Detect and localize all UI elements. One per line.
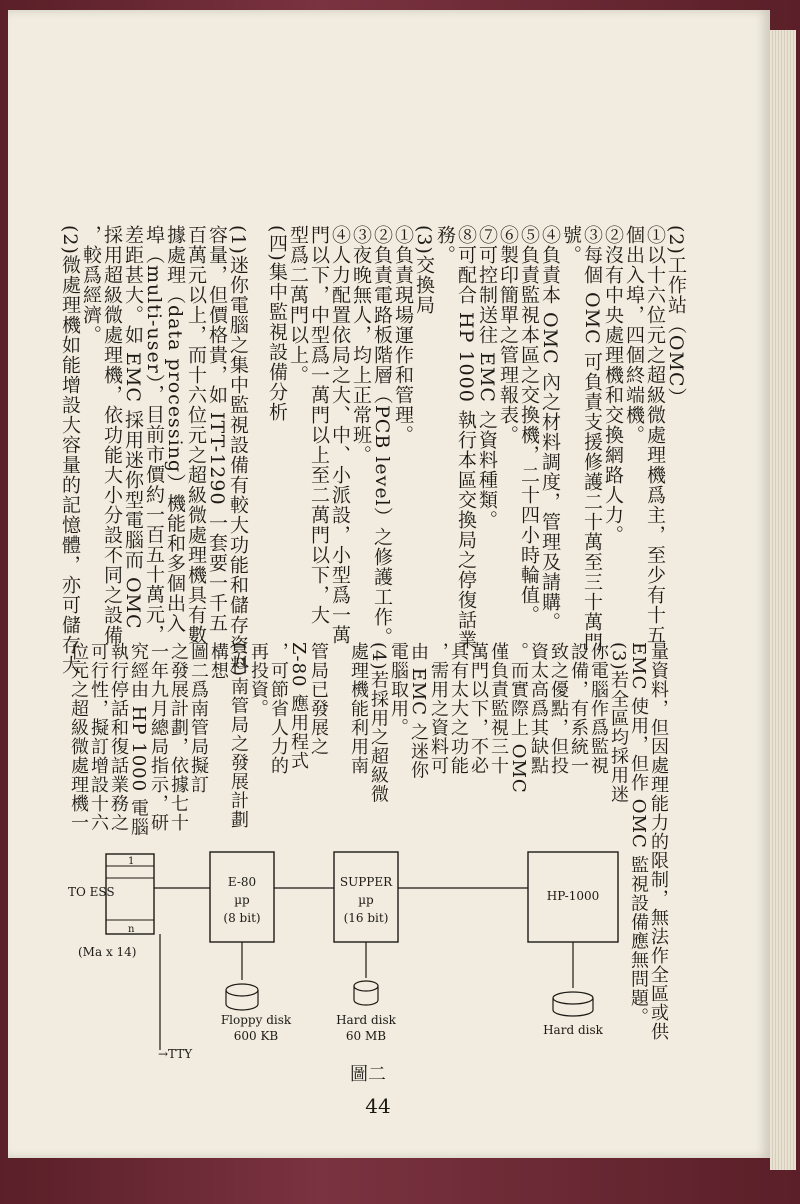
text-column: 號。 bbox=[560, 225, 582, 265]
supper-label: (16 bit) bbox=[343, 911, 389, 925]
text-column: ⑦可控制送往 EMC 之資料種類。 bbox=[476, 225, 498, 530]
text-column: ⑤負責監視本區之交換機，二十四小時輪值。 bbox=[518, 225, 540, 625]
text-column: Z-80 應用程式 bbox=[288, 642, 309, 771]
hard-disk-label: 60 MB bbox=[345, 1029, 387, 1043]
text-column: ③每個 OMC 可負責支援修護二十萬至三十萬門 bbox=[581, 225, 603, 652]
text-column: 僅負責監視三十 bbox=[488, 642, 509, 775]
hard-disk-icon bbox=[354, 981, 378, 991]
port-first-label: 1 bbox=[128, 856, 135, 867]
text-column: 你電腦作爲監視 bbox=[588, 642, 609, 775]
text-column: (1)迷你電腦之集中監視設備有較大功能和儲存資料 bbox=[227, 225, 249, 675]
supper-label: SUPPER bbox=[339, 875, 393, 889]
text-column: 務。 bbox=[434, 225, 456, 265]
text-column: 門以下，中型爲一萬門以上至二萬門以下，大 bbox=[308, 225, 330, 625]
text-column: 電腦取用。 bbox=[388, 642, 409, 737]
text-column: 差距甚大。如 EMC 採用迷你型電腦而 OMC bbox=[122, 225, 144, 630]
system-diagram bbox=[68, 838, 768, 1068]
text-column: 再投資。 bbox=[248, 642, 269, 718]
text-column: ，需用之資料可 bbox=[428, 642, 449, 775]
text-column: 致之優點，但投 bbox=[548, 642, 569, 775]
text-column: ⑧可配合 HP 1000 執行本區交換局之停復話業 bbox=[455, 225, 477, 650]
text-column: ③夜晚無人，均上正常班。 bbox=[350, 225, 372, 465]
page-edges bbox=[770, 30, 796, 1170]
text-column: 埠（multi-user），目前市價約一百五十萬元， bbox=[143, 225, 165, 645]
e80-label: (8 bit) bbox=[223, 911, 261, 925]
floppy-disk-label: 600 KB bbox=[233, 1029, 279, 1043]
text-column: 圖二爲南管局擬訂 bbox=[188, 642, 209, 794]
text-column: 一年九月總局指示，研 bbox=[148, 642, 169, 832]
hard-disk-icon bbox=[553, 992, 593, 1004]
text-column: (四)集中監視設備分析 bbox=[266, 225, 288, 422]
hard-disk-icon-body bbox=[354, 986, 378, 1005]
figure-caption: 圖二 bbox=[350, 1064, 386, 1085]
text-column: 究經由 HP 1000 電腦 bbox=[128, 642, 149, 837]
text-column: (2)微處理機如能增設大容量的記憶體，亦可儲存大 bbox=[59, 225, 81, 675]
text-column: (3)若全區均採用迷 bbox=[608, 642, 629, 804]
text-column: ⑥製印簡單之管理報表。 bbox=[497, 225, 519, 445]
text-column: ④人力配置依局之大、中、小派設，小型爲一萬 bbox=[329, 225, 351, 645]
text-column: (4)若採用之超級微 bbox=[368, 642, 389, 804]
text-column: 據處理（data processing）機能和多個出入 bbox=[164, 225, 186, 634]
text-column: 資太高爲其缺點 bbox=[528, 642, 549, 775]
text-column: ①以十六位元之超級微處理機爲主，至少有十五 bbox=[644, 225, 666, 645]
hard-disk-label: Hard disk bbox=[336, 1013, 396, 1027]
port-last-label: n bbox=[128, 924, 135, 935]
text-column: EMC 使用，但作 OMC 監視設備應無問題。 bbox=[628, 642, 649, 1027]
book-page bbox=[8, 10, 770, 1158]
text-column: (2)工作站（OMC） bbox=[665, 225, 687, 408]
text-column: ，較爲經濟。 bbox=[80, 225, 102, 345]
text-column: 可行性，擬訂增設十六 bbox=[88, 642, 109, 832]
text-column: (3)交換局 bbox=[413, 225, 435, 315]
floppy-disk-icon bbox=[226, 984, 258, 996]
text-column: ，可節省人力的 bbox=[268, 642, 289, 775]
text-column: 萬門以下，不必 bbox=[468, 642, 489, 775]
text-column: 位元之超級微處理機一 bbox=[68, 642, 89, 832]
text-column: 型爲二萬門以上。 bbox=[287, 225, 309, 385]
text-column: 執行停話和復話業務之 bbox=[108, 642, 129, 832]
text-column: 之發展計劃，依據七十 bbox=[168, 642, 189, 832]
hp1000-label: HP-1000 bbox=[546, 889, 600, 903]
hard-disk-label: Hard disk bbox=[543, 1023, 603, 1037]
e80-label: µp bbox=[234, 893, 250, 907]
tty-label: →TTY bbox=[158, 1047, 193, 1061]
text-column: 處理機能利用南 bbox=[348, 642, 369, 775]
text-column: ②沒有中央處理機和交換網路人力。 bbox=[602, 225, 624, 545]
hard-disk-icon-body bbox=[553, 998, 593, 1016]
text-column: 個出入埠，四個終端機。 bbox=[623, 225, 645, 445]
text-column: ④負責本 OMC 內之材料調度，管理及請購。 bbox=[539, 225, 561, 632]
text-column: ②負責電路板階層（PCB level）之修護工作。 bbox=[371, 225, 393, 647]
upper-text-block bbox=[256, 225, 687, 652]
text-column: 量資料，但因處理能力的限制，無法作全區或供 bbox=[648, 642, 669, 1041]
text-column: (五)南管局之發展計劃 bbox=[228, 642, 249, 830]
text-column: 管局已發展之 bbox=[308, 642, 329, 756]
text-column: 具有太大之功能 bbox=[448, 642, 469, 775]
floppy-disk-icon-body bbox=[226, 990, 258, 1010]
ma-label: (Ma x 14) bbox=[78, 945, 137, 959]
supper-label: µp bbox=[358, 893, 374, 907]
page-number: 44 bbox=[365, 1094, 391, 1118]
text-column: 構想 bbox=[208, 642, 229, 680]
text-column: 採用超級微處理機，依功能大小分設不同之設備 bbox=[101, 225, 123, 645]
text-column: 。而實際上 OMC bbox=[508, 642, 529, 794]
lower-text-block-left bbox=[48, 642, 328, 842]
e80-label: E-80 bbox=[227, 875, 257, 889]
text-column: ①負責現場運作和管理。 bbox=[392, 225, 414, 445]
to-ess-label: TO ESS bbox=[68, 885, 115, 899]
text-column: 由 EMC 之迷你 bbox=[408, 642, 429, 780]
text-column: 容量，但價格貴，如 ITT-1290 一套要一千五 bbox=[206, 225, 228, 633]
text-column: 百萬元以上，而十六位元之超級微處理機具有數 bbox=[185, 225, 207, 645]
text-column: 設備，有系統一 bbox=[568, 642, 589, 775]
floppy-disk-label: Floppy disk bbox=[220, 1013, 292, 1027]
